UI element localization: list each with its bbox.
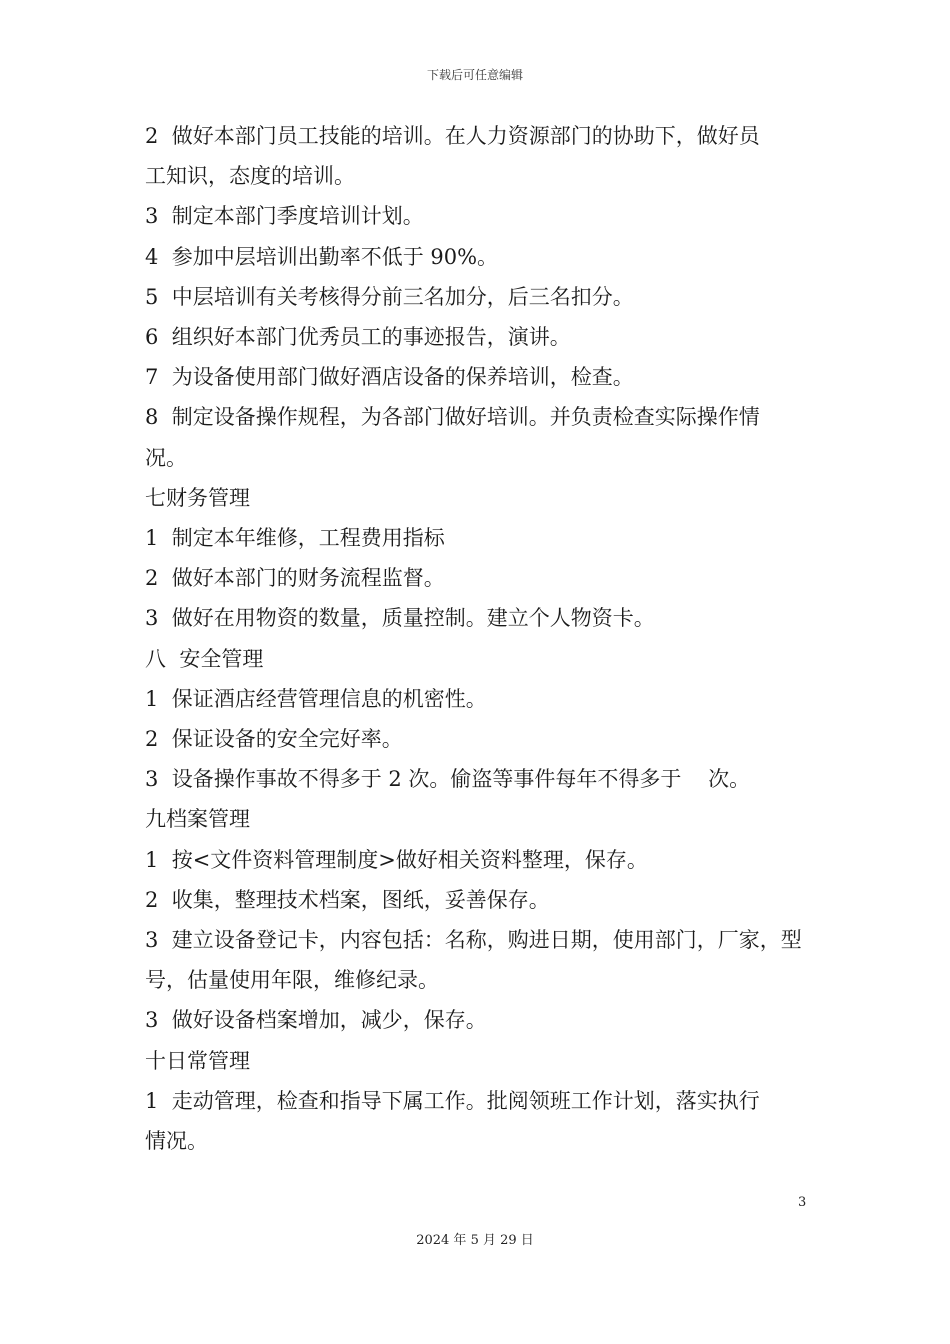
text-line: 4 参加中层培训出勤率不低于 90%。 bbox=[145, 244, 499, 269]
section-heading: 八 安全管理 bbox=[145, 646, 264, 671]
text-line: 情况。 bbox=[145, 1129, 208, 1154]
text-line: 1 保证酒店经营管理信息的机密性。 bbox=[145, 686, 487, 711]
text-line: 3 设备操作事故不得多于 2 次。偷盗等事件每年不得多于 次。 bbox=[145, 767, 751, 792]
text-line: 7 为设备使用部门做好酒店设备的保养培训，检查。 bbox=[145, 365, 634, 390]
text-line: 3 做好设备档案增加，减少，保存。 bbox=[145, 1008, 487, 1033]
text-line: 2 收集，整理技术档案，图纸，妥善保存。 bbox=[145, 887, 550, 912]
text-line: 2 保证设备的安全完好率。 bbox=[145, 727, 403, 752]
text-line: 2 做好本部门员工技能的培训。在人力资源部门的协助下，做好员 bbox=[145, 124, 760, 148]
text-line: 3 制定本部门季度培训计划。 bbox=[145, 204, 424, 229]
footer-date: 2024 年 5 月 29 日 bbox=[416, 1233, 534, 1248]
text-line: 3 做好在用物资的数量，质量控制。建立个人物资卡。 bbox=[145, 606, 655, 631]
text-line: 3 建立设备登记卡，内容包括：名称，购进日期，使用部门，厂家，型 bbox=[145, 928, 802, 953]
section-heading: 九档案管理 bbox=[145, 807, 250, 832]
section-heading: 十日常管理 bbox=[145, 1048, 250, 1073]
page-header: 下载后可任意编辑 bbox=[426, 68, 523, 82]
text-line: 6 组织好本部门优秀员工的事迹报告，演讲。 bbox=[145, 325, 571, 350]
page-number: 3 bbox=[798, 1195, 807, 1210]
text-line: 号，估量使用年限，维修纪录。 bbox=[145, 968, 439, 993]
text-line: 1 按<文件资料管理制度>做好相关资料整理，保存。 bbox=[145, 847, 648, 872]
text-line: 1 走动管理，检查和指导下属工作。批阅领班工作计划，落实执行 bbox=[145, 1088, 760, 1113]
text-line: 况。 bbox=[145, 445, 187, 470]
text-line: 2 做好本部门的财务流程监督。 bbox=[145, 566, 445, 591]
text-line: 工知识，态度的培训。 bbox=[145, 164, 355, 189]
section-heading: 七财务管理 bbox=[145, 485, 250, 510]
text-line: 5 中层培训有关考核得分前三名加分，后三名扣分。 bbox=[145, 284, 634, 309]
text-line: 1 制定本年维修，工程费用指标 bbox=[145, 526, 445, 551]
text-line: 8 制定设备操作规程，为各部门做好培训。并负责检查实际操作情 bbox=[145, 405, 760, 430]
document-body bbox=[145, 116, 810, 1161]
